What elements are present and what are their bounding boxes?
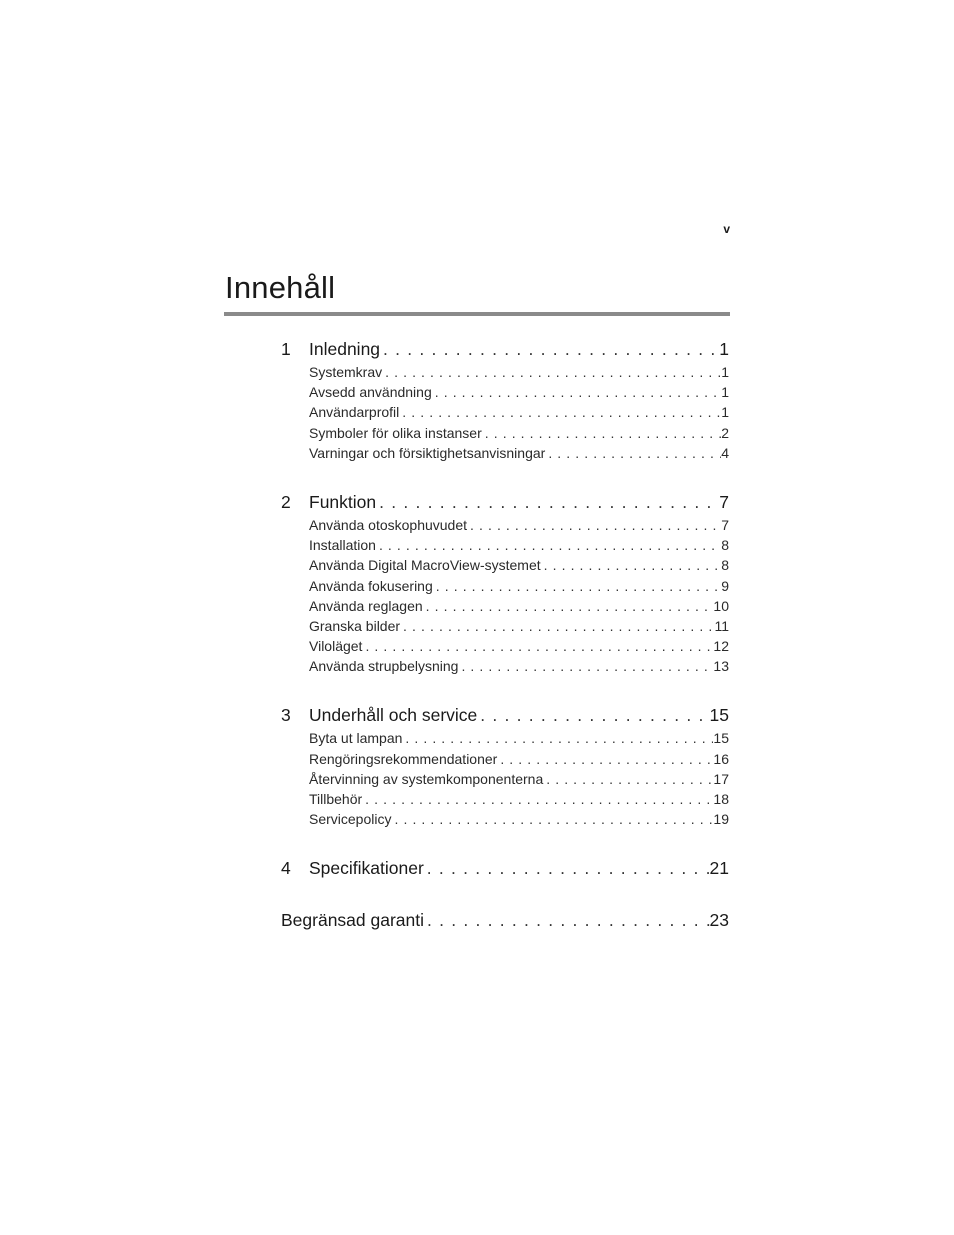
toc-chapter xyxy=(281,702,729,829)
toc-chapter-entry[interactable] xyxy=(281,855,729,881)
dot-leader xyxy=(423,596,714,616)
toc-section-entry[interactable] xyxy=(281,382,729,402)
chapter-page-number: 15 xyxy=(709,705,729,726)
toc-section-entry[interactable] xyxy=(281,576,729,596)
toc-section-entry[interactable] xyxy=(281,656,729,676)
section-title: Använda otoskophuvudet xyxy=(309,516,468,533)
section-title: Tillbehör xyxy=(309,791,363,807)
dot-leader xyxy=(543,769,713,789)
toc-section-entry[interactable] xyxy=(281,636,729,656)
toc-section-list xyxy=(281,362,729,463)
toc-chapter xyxy=(281,336,729,463)
section-title: Använda Digital MacroView-systemet xyxy=(309,557,541,574)
chapter-page-number: 1 xyxy=(719,339,729,359)
section-page-number: 8 xyxy=(721,557,729,574)
chapter-title: Begränsad garanti xyxy=(281,910,425,931)
toc-section-entry[interactable] xyxy=(281,423,729,443)
section-title: Använda reglagen xyxy=(309,597,423,614)
chapter-number: 1 xyxy=(281,339,291,359)
section-page-number: 1 xyxy=(721,364,729,380)
section-page-number: 18 xyxy=(713,791,729,807)
chapter-page-number: 7 xyxy=(719,491,729,512)
dot-leader xyxy=(541,555,722,575)
dot-leader xyxy=(376,489,719,515)
toc-section-entry[interactable] xyxy=(281,809,729,829)
toc-chapter xyxy=(281,907,729,933)
toc-chapter-entry[interactable] xyxy=(281,907,729,933)
dot-leader xyxy=(402,728,713,748)
toc-chapter xyxy=(281,489,729,677)
toc-section-entry[interactable] xyxy=(281,515,729,535)
toc-section-entry[interactable] xyxy=(281,769,729,789)
dot-leader xyxy=(545,443,721,463)
dot-leader xyxy=(458,656,713,676)
page-title: Innehåll xyxy=(225,270,336,305)
toc-section-list xyxy=(281,515,729,677)
toc-chapter-entry[interactable] xyxy=(281,489,729,515)
section-title: Byta ut lampan xyxy=(309,730,403,747)
dot-leader xyxy=(424,907,710,933)
chapter-page-number: 23 xyxy=(709,910,729,931)
section-page-number: 11 xyxy=(714,617,729,634)
section-page-number: 4 xyxy=(721,444,729,461)
section-page-number: 10 xyxy=(713,597,729,614)
chapter-page-number: 21 xyxy=(709,858,729,879)
dot-leader xyxy=(467,515,721,535)
section-title: Använda strupbelysning xyxy=(309,658,459,675)
section-page-number: 9 xyxy=(721,577,729,594)
dot-leader xyxy=(391,809,713,829)
dot-leader xyxy=(376,535,721,555)
section-title: Varningar och försiktighetsanvisningar xyxy=(309,444,546,461)
dot-leader xyxy=(497,749,713,769)
chapter-title: Underhåll och service xyxy=(309,705,478,726)
table-of-contents xyxy=(281,336,729,933)
section-title: Återvinning av systemkomponenterna xyxy=(309,770,544,787)
section-page-number: 17 xyxy=(713,770,729,787)
title-rule xyxy=(224,312,730,316)
dot-leader xyxy=(400,616,714,636)
chapter-title: Specifikationer xyxy=(309,858,424,879)
dot-leader xyxy=(477,702,709,728)
section-page-number: 12 xyxy=(713,638,729,655)
chapter-title: Inledning xyxy=(309,339,381,359)
toc-section-entry[interactable] xyxy=(281,402,729,422)
dot-leader xyxy=(424,855,710,881)
section-title: Användarprofil xyxy=(309,404,400,421)
section-page-number: 1 xyxy=(721,384,729,401)
toc-section-entry[interactable] xyxy=(281,535,729,555)
dot-leader xyxy=(482,423,721,443)
section-title: Viloläget xyxy=(309,638,363,655)
toc-section-entry[interactable] xyxy=(281,789,729,809)
dot-leader xyxy=(399,402,721,422)
dot-leader xyxy=(433,576,721,596)
page-number: v xyxy=(723,222,730,236)
section-title: Servicepolicy xyxy=(309,811,392,828)
toc-chapter xyxy=(281,855,729,881)
dot-leader xyxy=(362,789,713,809)
section-page-number: 8 xyxy=(721,537,729,554)
chapter-number: 2 xyxy=(281,491,291,512)
section-title: Installation xyxy=(309,537,376,554)
toc-section-entry[interactable] xyxy=(281,362,729,382)
chapter-number: 4 xyxy=(281,858,291,879)
section-title: Granska bilder xyxy=(309,617,401,634)
toc-section-entry[interactable] xyxy=(281,596,729,616)
toc-section-list xyxy=(281,728,729,829)
section-page-number: 1 xyxy=(721,404,729,421)
chapter-number: 3 xyxy=(281,705,291,726)
chapter-title: Funktion xyxy=(309,491,377,512)
toc-section-entry[interactable] xyxy=(281,728,729,748)
toc-section-entry[interactable] xyxy=(281,443,729,463)
dot-leader xyxy=(380,336,719,362)
toc-section-entry[interactable] xyxy=(281,749,729,769)
toc-section-entry[interactable] xyxy=(281,616,729,636)
section-title: Systemkrav xyxy=(309,364,383,380)
toc-chapter-entry[interactable] xyxy=(281,336,729,362)
section-title: Avsedd användning xyxy=(309,384,432,401)
toc-chapter-entry[interactable] xyxy=(281,702,729,728)
section-page-number: 7 xyxy=(721,516,729,533)
dot-leader xyxy=(382,362,721,382)
section-page-number: 16 xyxy=(713,750,729,767)
section-title: Rengöringsrekommendationer xyxy=(309,750,498,767)
dot-leader xyxy=(362,636,713,656)
section-page-number: 15 xyxy=(713,730,729,747)
section-page-number: 19 xyxy=(713,811,729,828)
section-page-number: 2 xyxy=(721,424,729,441)
section-title: Använda fokusering xyxy=(309,577,433,594)
dot-leader xyxy=(432,382,721,402)
section-title: Symboler för olika instanser xyxy=(309,424,482,441)
toc-section-entry[interactable] xyxy=(281,555,729,575)
section-page-number: 13 xyxy=(713,658,729,675)
